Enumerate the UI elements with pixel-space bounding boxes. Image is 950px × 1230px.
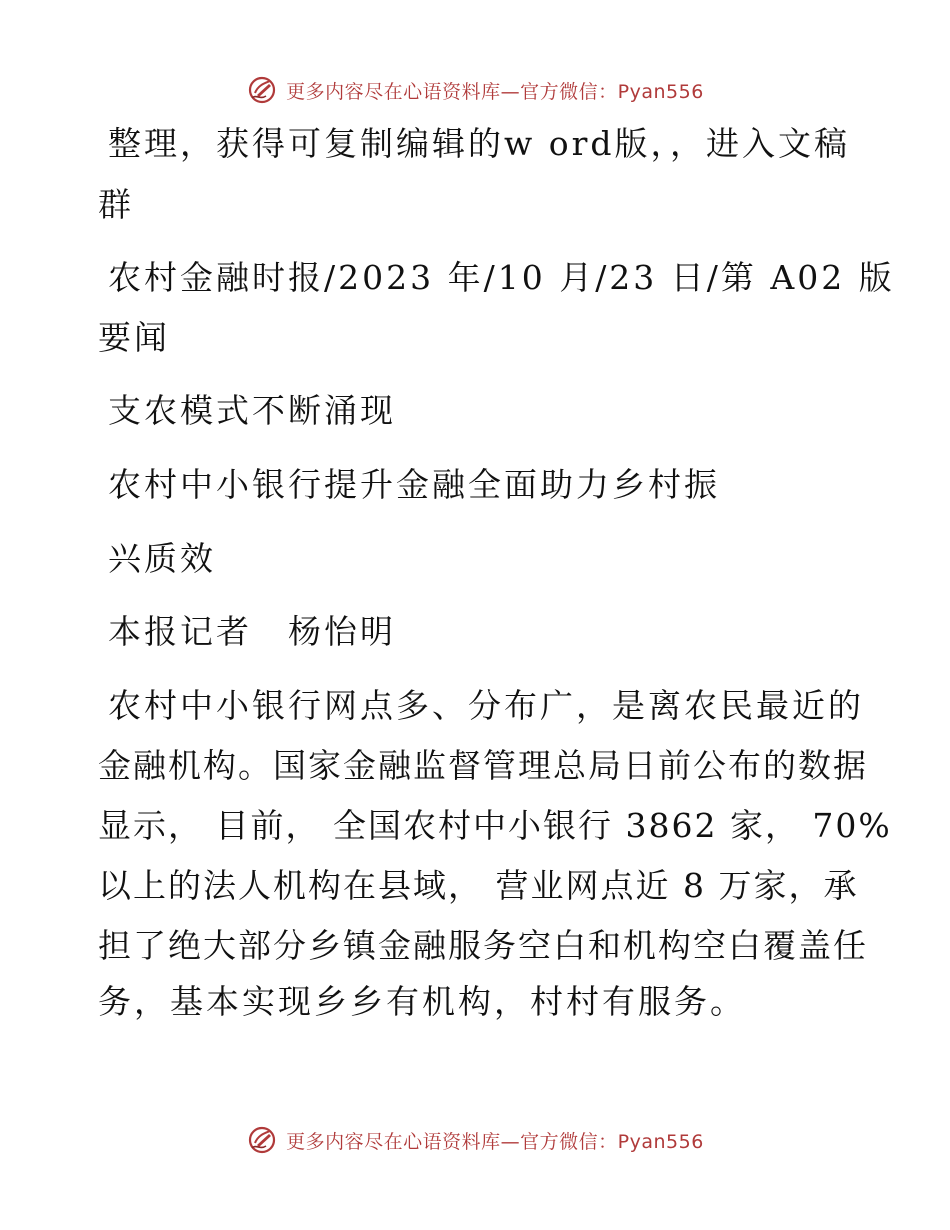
paragraph-line: 以上的法人机构在县域， 营业网点近 8 万家，承: [98, 866, 859, 905]
text-line: 整理，获得可复制编辑的w ord版，，进入文稿: [108, 124, 851, 163]
text-line: 群: [98, 185, 134, 224]
watermark-text: 更多内容尽在心语资料库—官方微信：Pyan556: [286, 80, 704, 103]
pen-swirl-logo-icon: [246, 1124, 278, 1156]
byline: 本报记者 杨怡明: [108, 612, 396, 651]
article-headline: 农村中小银行提升金融全面助力乡村振: [108, 465, 720, 504]
section-label: 要闻: [98, 318, 170, 357]
article-kicker: 支农模式不断涌现: [108, 391, 396, 430]
footer-watermark: [0, 1122, 950, 1158]
paragraph-line: 金融机构。国家金融监督管理总局日前公布的数据: [98, 746, 868, 785]
paragraph-line: 担了绝大部分乡镇金融服务空白和机构空白覆盖任: [98, 926, 868, 965]
paragraph-line: 显示， 目前， 全国农村中小银行 3862 家， 70%: [98, 806, 892, 845]
watermark-text: 更多内容尽在心语资料库—官方微信：Pyan556: [286, 1130, 704, 1153]
article-headline-cont: 兴质效: [108, 539, 216, 578]
source-line: 农村金融时报/2023 年/10 月/23 日/第 A02 版: [108, 258, 895, 297]
paragraph-line: 务，基本实现乡乡有机构，村村有服务。: [98, 982, 746, 1021]
paragraph-line: 农村中小银行网点多、分布广，是离农民最近的: [108, 686, 864, 725]
